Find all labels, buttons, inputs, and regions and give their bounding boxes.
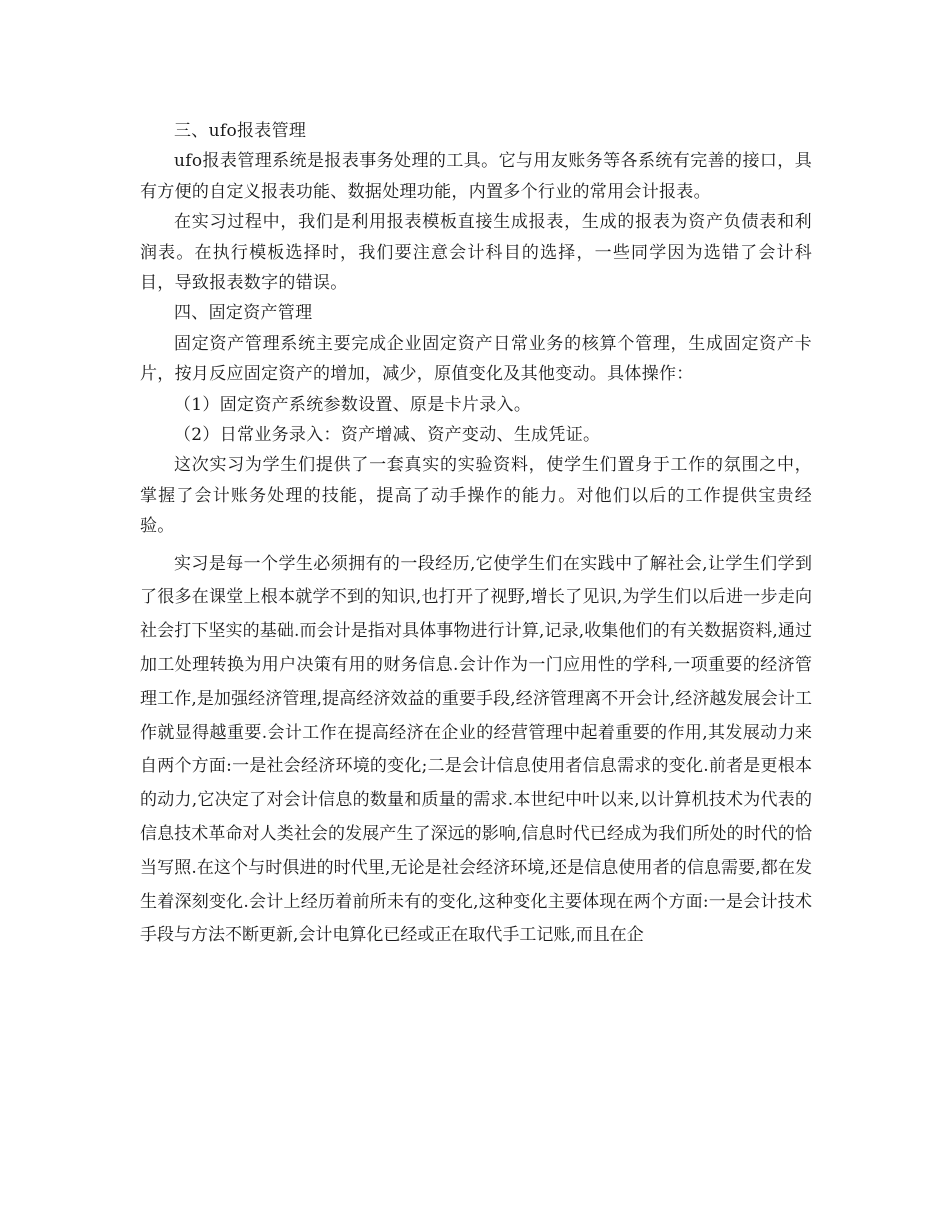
list-item-2: （2）日常业务录入：资产增减、资产变动、生成凭证。 <box>174 425 601 446</box>
paragraph-fixed-assets-intro: 固定资产管理系统主要完成企业固定资产日常业务的核算个管理，生成固定资产卡片，按月反应固定资产的增加，减少，原值变化及其他变动。具体操作： <box>140 333 812 385</box>
paragraph-ufo-practice: 在实习过程中，我们是利用报表模板直接生成报表，生成的报表为资产负债表和利润表。在执行模板选择时，我们要注意会计科目的选择，一些同学因为选错了会计科目，导致报表数字的错误。 <box>140 212 812 294</box>
list-item-1: （1）固定资产系统参数设置、原是卡片录入。 <box>174 394 532 415</box>
section-heading-ufo: 三、ufo报表管理 <box>174 121 307 141</box>
paragraph-ufo-intro: ufo报表管理系统是报表事务处理的工具。它与用友账务等各系统有完善的接口，具有方便的自定义报表功能、数据处理功能，内置多个行业的常用会计报表。 <box>140 151 812 202</box>
paragraph-accounting-discussion: 实习是每一个学生必须拥有的一段经历,它使学生们在实践中了解社会,让学生们学到了很多在课堂上根本就学不到的知识,也打开了视野,增长了见识,为学生们以后进一步走向社会打下坚实的基础.而会计是指对具体事物进行计算,记录,收集他们的有关数据资料,通过加工处理转换为用户决策有用的财务信息.会计作为一门应用性的学科,一项重要的经济管理工作,是加强经济管理,提高经济效益的重要手段,经济管理离不开会计,经济越发展会计工作就显得越重要.会计工作在提高经济在企业的经营管理中起着重要的作用,其发展动力来自两个方面:一是社会经济环境的变化;二是会计信息使用者信息需求的变化.前者是更根本的动力,它决定了对会计信息的数量和质量的需求.本世纪中叶以来,以计算机技术为代表的信息技术革命对人类社会的发展产生了深远的影响,信息时代已经成为我们所处的时代的恰当写照.在这个与时俱进的时代里,无论是社会经济环境,还是信息使用者的信息需要,都在发生着深刻变化.会计上经历着前所未有的变化,这种变化主要体现在两个方面:一是会计技术手段与方法不断更新,会计电算化已经或正在取代手工记账,而且在企 <box>140 553 812 946</box>
document-body <box>140 116 812 953</box>
section-heading-fixed-assets: 四、固定资产管理 <box>174 303 313 324</box>
paragraph-internship-summary: 这次实习为学生们提供了一套真实的实验资料，使学生们置身于工作的氛围之中，掌握了会计账务处理的技能，提高了动手操作的能力。对他们以后的工作提供宝贵经验。 <box>140 455 812 537</box>
